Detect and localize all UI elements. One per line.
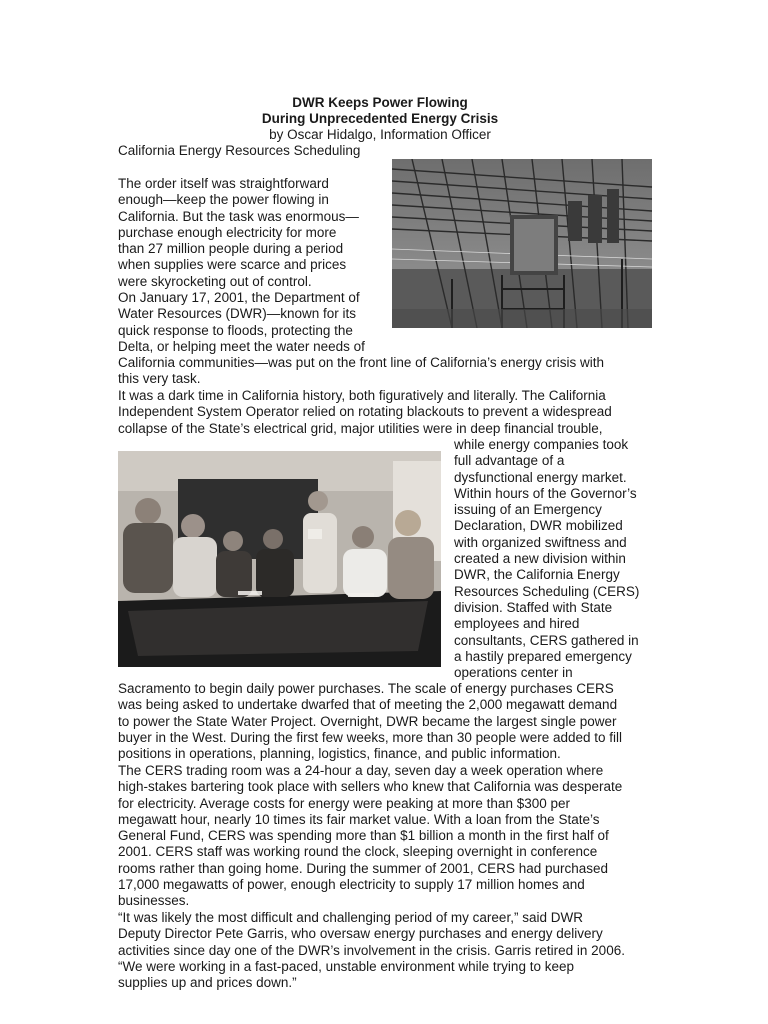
text-line: was being asked to undertake dwarfed that of meeting the 2,000 megawatt demand: [118, 697, 618, 713]
text-line: Independent System Operator relied on rotating blackouts to prevent a widespread: [118, 404, 612, 420]
paragraph-3-column: [454, 437, 639, 681]
text-line: Deputy Director Pete Garris, who oversaw energy purchases and energy delivery: [118, 926, 603, 942]
text-line: positions in operations, planning, logistics, finance, and public information.: [118, 746, 561, 762]
text-line: Resources Scheduling (CERS): [454, 583, 640, 599]
text-line: activities since day one of the DWR’s involvement in the crisis. Garris retired in 2006.: [118, 942, 625, 958]
paragraph-1: [118, 176, 359, 290]
paragraph-2: [118, 290, 604, 388]
team-meeting-image: [118, 451, 441, 667]
text-line: “It was likely the most difficult and challenging period of my career,” said DWR: [118, 910, 583, 925]
text-line: supplies up and prices down.”: [118, 975, 297, 991]
text-line: California communities—was put on the front line of California’s energy crisis with: [118, 355, 604, 371]
text-line: collapse of the State’s electrical grid, major utilities were in deep financial trouble,: [118, 420, 603, 436]
text-line: Declaration, DWR mobilized: [454, 518, 623, 534]
text-line: operations center in: [454, 665, 573, 681]
text-line: “We were working in a fast-paced, unstable environment while trying to keep: [118, 958, 574, 974]
paragraph-5: [118, 910, 625, 991]
text-line: The order itself was straightforward: [118, 176, 329, 191]
text-line: It was a dark time in California history, both figuratively and literally. The California: [118, 388, 606, 403]
text-line: a hastily prepared emergency: [454, 648, 632, 664]
text-line: California. But the task was enormous—: [118, 208, 359, 224]
text-line: 17,000 megawatts of power, enough electricity to supply 17 million homes and: [118, 877, 585, 893]
text-line: consultants, CERS gathered in: [454, 632, 639, 648]
paragraph-3-bottom: [118, 681, 622, 762]
text-line: The CERS trading room was a 24-hour a day, seven day a week operation where: [118, 763, 604, 778]
paragraph-3-top: [118, 388, 612, 437]
text-line: dysfunctional energy market.: [454, 469, 627, 485]
text-line: General Fund, CERS was spending more than $1 billion a month in the first half of: [118, 828, 609, 844]
department-name: California Energy Resources Scheduling: [118, 143, 361, 158]
article-title-line-2: During Unprecedented Energy Crisis: [261, 111, 499, 126]
text-line: high-stakes bartering took place with sellers who knew that California was desperate: [118, 779, 623, 795]
text-line: while energy companies took: [454, 437, 629, 452]
text-line: with organized swiftness and: [454, 534, 627, 550]
text-line: buyer in the West. During the first few weeks, more than 30 people were added to fill: [118, 729, 623, 745]
text-line: this very task.: [118, 371, 201, 387]
text-line: full advantage of a: [454, 453, 565, 469]
text-line: Within hours of the Governor’s: [454, 485, 637, 501]
article-title-line-1: DWR Keeps Power Flowing: [292, 95, 468, 110]
text-line: megawatt hour, nearly 10 times its fair market value. With a loan from the State’s: [118, 811, 600, 827]
text-line: issuing of an Emergency: [454, 502, 602, 518]
text-line: businesses.: [118, 893, 190, 909]
text-line: when supplies were scarce and prices: [118, 257, 347, 273]
text-line: enough—keep the power flowing in: [118, 192, 329, 208]
text-line: On January 17, 2001, the Department of: [118, 290, 360, 305]
text-line: created a new division within: [454, 551, 626, 567]
text-line: for electricity. Average costs for energy were peaking at more than $300 per: [118, 795, 570, 811]
text-line: employees and hired: [454, 616, 580, 632]
text-line: rooms rather than going home. During the summer of 2001, CERS had purchased: [118, 860, 609, 876]
text-line: Water Resources (DWR)—known for its: [118, 306, 357, 322]
text-line: purchase enough electricity for more: [118, 224, 337, 240]
article-byline: by Oscar Hidalgo, Information Officer: [269, 127, 491, 142]
text-line: to power the State Water Project. Overnight, DWR became the largest single power: [118, 713, 617, 729]
text-line: DWR, the California Energy: [454, 567, 620, 583]
text-line: than 27 million people during a period: [118, 241, 344, 257]
text-line: quick response to floods, protecting the: [118, 322, 353, 338]
text-line: Delta, or helping meet the water needs of: [118, 338, 365, 354]
text-line: were skyrocketing out of control.: [118, 273, 312, 289]
paragraph-4: [118, 763, 622, 910]
text-line: division. Staffed with State: [454, 599, 613, 615]
team-meeting-photo: [118, 451, 441, 667]
text-line: 2001. CERS staff was working round the clock, sleeping overnight in conference: [118, 844, 598, 860]
text-line: Sacramento to begin daily power purchases. The scale of energy purchases CERS: [118, 681, 614, 696]
